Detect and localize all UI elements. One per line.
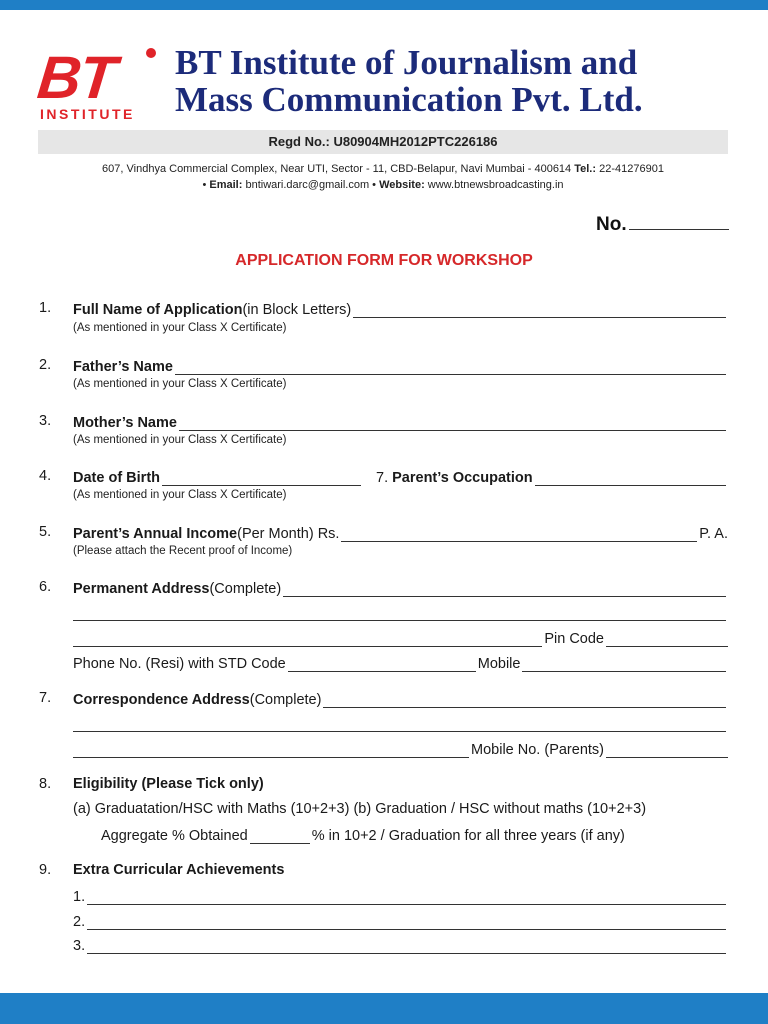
form-title: APPLICATION FORM FOR WORKSHOP [235, 252, 533, 269]
achievement-row-3 [73, 934, 728, 954]
field-number: 7. [39, 690, 52, 706]
field-number: 9. [39, 862, 52, 878]
parent-occupation-label: Parent’s Occupation [392, 470, 533, 486]
achievement-number-1: 1. [73, 889, 86, 905]
aggregate-suffix: % in 10+2 / Graduation for all three years (if any) [311, 828, 625, 844]
phone-blank[interactable] [288, 657, 476, 672]
title-line-2: Mass Communication Pvt. Ltd. [175, 80, 643, 119]
mobile-parents-row [73, 738, 728, 758]
full-name-label: Full Name of Application [73, 302, 243, 318]
mobile-parents-blank[interactable] [606, 743, 728, 758]
mobile-label: Mobile [477, 656, 521, 672]
correspondence-address-blank[interactable] [323, 693, 726, 708]
field-number: 6. [39, 579, 52, 595]
pin-code-label: Pin Code [544, 631, 604, 647]
parent-occupation-blank[interactable] [535, 471, 726, 486]
pin-code-row [73, 627, 728, 647]
full-name-note: (As mentioned in your Class X Certificate) [73, 322, 287, 334]
extra-curricular-label: Extra Curricular Achievements [73, 862, 285, 878]
dob-blank[interactable] [162, 471, 361, 486]
mother-name-note: (As mentioned in your Class X Certificate) [73, 434, 287, 446]
permanent-address-label: Permanent Address [73, 581, 210, 597]
annual-income-row [73, 522, 728, 542]
annual-income-blank[interactable] [341, 527, 697, 542]
parent-occupation-number: 7. [376, 470, 389, 486]
address-line [38, 163, 728, 175]
full-name-blank[interactable] [353, 303, 726, 318]
full-name-extra: (in Block Letters) [242, 302, 352, 318]
top-color-bar [0, 0, 768, 10]
eligibility-options[interactable]: (a) Graduatation/HSC with Maths (10+2+3) (b) Graduation / HSC without maths (10+2+3) [73, 801, 647, 817]
institute-title [175, 44, 735, 118]
mobile-parents-label: Mobile No. (Parents) [471, 742, 604, 758]
dob-note: (As mentioned in your Class X Certificate) [73, 489, 287, 501]
field-number: 2. [39, 357, 52, 373]
achievement-number-3: 3. [73, 938, 86, 954]
aggregate-blank[interactable] [250, 829, 310, 844]
tel-value: 22-41276901 [599, 163, 664, 175]
field-number: 5. [39, 524, 52, 540]
father-name-row [73, 355, 728, 375]
achievement-number-2: 2. [73, 914, 86, 930]
full-name-row [73, 298, 728, 318]
father-name-note: (As mentioned in your Class X Certificate) [73, 378, 287, 390]
annual-income-label: Parent’s Annual Income [73, 526, 238, 542]
mother-name-label: Mother’s Name [73, 415, 177, 431]
phone-row [73, 652, 728, 672]
contact-line [38, 179, 728, 191]
website-label: Website: [379, 179, 425, 191]
permanent-address-blank-3[interactable] [73, 632, 542, 647]
logo-dot-icon [146, 48, 156, 58]
email-value: bntiwari.darc@gmail.com [245, 179, 370, 191]
mobile-blank[interactable] [522, 657, 726, 672]
permanent-address-blank-2[interactable] [73, 606, 726, 621]
achievement-blank-3[interactable] [87, 939, 726, 954]
bullet-icon: • [372, 179, 377, 191]
dob-row [73, 466, 363, 486]
website-value: www.btnewsbroadcasting.in [427, 179, 564, 191]
title-line-1: BT Institute of Journalism and [175, 43, 638, 82]
phone-label: Phone No. (Resi) with STD Code [73, 656, 286, 672]
correspondence-address-blank-2[interactable] [73, 717, 726, 732]
bullet-icon: • [202, 179, 207, 191]
pin-code-blank[interactable] [606, 632, 728, 647]
permanent-address-row [73, 577, 728, 597]
aggregate-label: Aggregate % Obtained [101, 828, 248, 844]
email-label: Email: [209, 179, 243, 191]
tel-label: Tel.: [574, 163, 597, 175]
permanent-address-blank[interactable] [283, 582, 726, 597]
correspondence-address-row [73, 688, 728, 708]
permanent-address-extra: (Complete) [209, 581, 282, 597]
correspondence-address-blank-3[interactable] [73, 743, 469, 758]
correspondence-address-label: Correspondence Address [73, 692, 250, 708]
mother-name-blank[interactable] [179, 416, 726, 431]
logo-institute-text: INSTITUTE [40, 106, 135, 122]
correspondence-address-extra: (Complete) [249, 692, 322, 708]
father-name-label: Father’s Name [73, 359, 173, 375]
field-number: 3. [39, 413, 52, 429]
form-number-label: No. [596, 214, 627, 235]
father-name-blank[interactable] [175, 360, 726, 375]
annual-income-note: (Please attach the Recent proof of Income) [73, 545, 293, 557]
mother-name-row [73, 411, 728, 431]
bt-institute-logo [34, 44, 160, 124]
achievement-row-1 [73, 885, 728, 905]
field-number: 4. [39, 468, 52, 484]
form-number-blank[interactable] [629, 215, 729, 230]
permanent-address-line-2 [73, 601, 728, 621]
logo-bt-text: BT [34, 44, 118, 111]
dob-label: Date of Birth [73, 470, 160, 486]
achievement-blank-2[interactable] [87, 915, 726, 930]
annual-income-pa: P. A. [699, 526, 728, 542]
aggregate-row [101, 824, 728, 844]
form-number [596, 214, 729, 236]
achievement-blank-1[interactable] [87, 890, 726, 905]
annual-income-extra: (Per Month) Rs. [237, 526, 340, 542]
achievement-row-2 [73, 910, 728, 930]
bottom-color-bar [0, 993, 768, 1024]
field-number: 1. [39, 300, 52, 316]
eligibility-label: Eligibility (Please Tick only) [73, 776, 264, 792]
field-number: 8. [39, 776, 52, 792]
parent-occupation-row [376, 466, 728, 486]
registration-number: Regd No.: U80904MH2012PTC226186 [38, 130, 728, 154]
correspondence-address-line-2 [73, 712, 728, 732]
address-text: 607, Vindhya Commercial Complex, Near UTI, Sector - 11, CBD-Belapur, Navi Mumbai - 400614 [102, 163, 572, 175]
